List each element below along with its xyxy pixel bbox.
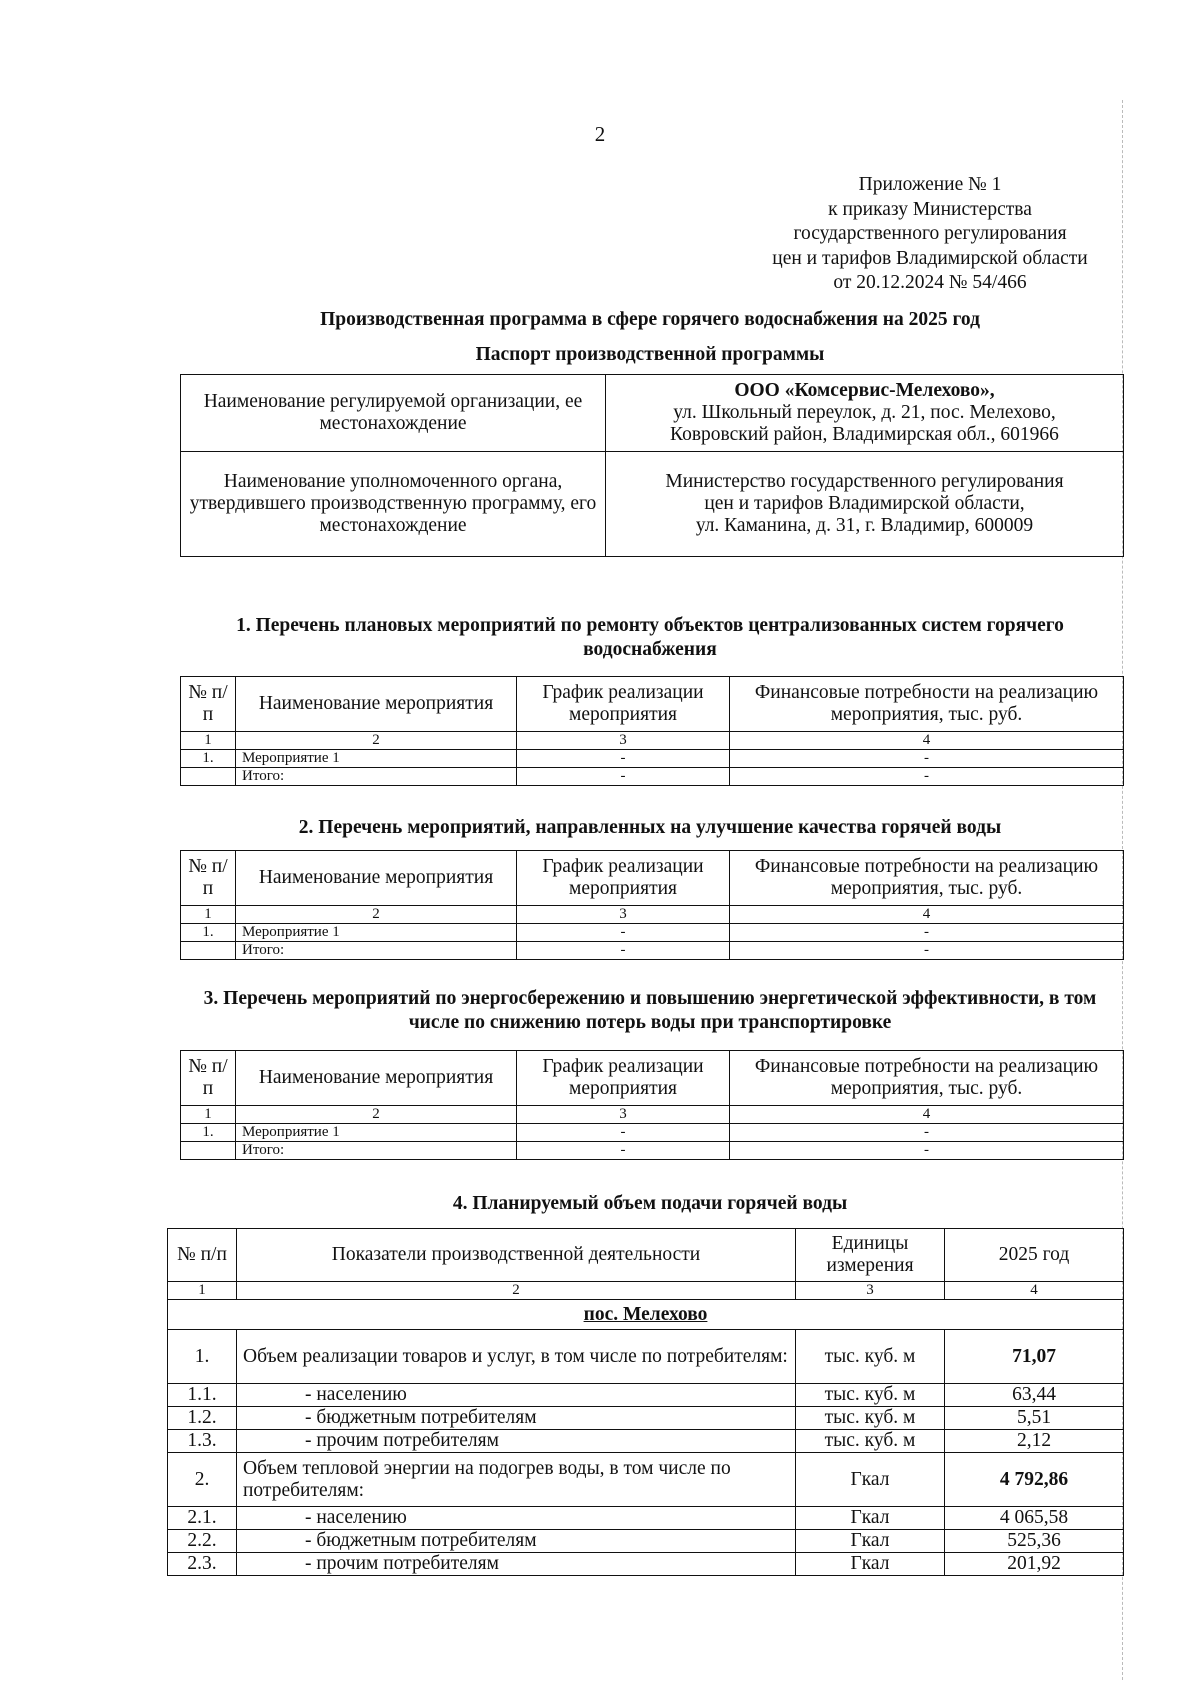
col-header-name: Наименование мероприятия — [236, 1051, 517, 1106]
column-number: 4 — [730, 906, 1124, 924]
row-num: 2.3. — [168, 1553, 237, 1576]
table-row — [168, 1229, 1124, 1282]
volume-table — [167, 1228, 1124, 1576]
passport-authority-line: ул. Каманина, д. 31, г. Владимир, 600009 — [695, 515, 1034, 536]
row-unit: тыс. куб. м — [796, 1330, 945, 1384]
table-row — [168, 1330, 1124, 1384]
column-number: 3 — [796, 1282, 945, 1300]
table-row — [168, 1407, 1124, 1430]
passport-authority-line: Министерство государственного регулирования — [665, 471, 1064, 492]
row-name: Итого: — [236, 1142, 517, 1160]
col-header-schedule: График реализации мероприятия — [517, 851, 730, 906]
section-1-table — [180, 676, 1124, 786]
col-header-num: № п/п — [181, 1051, 236, 1106]
row-num — [181, 942, 236, 960]
table-row — [168, 1430, 1124, 1453]
passport-org-name: ООО «Комсервис-Мелехово», — [734, 380, 995, 401]
row-indicator: - прочим потребителям — [237, 1430, 796, 1453]
passport-org-label: Наименование регулируемой организации, ее местонахождение — [181, 375, 606, 452]
column-number: 3 — [517, 1106, 730, 1124]
row-finance: - — [730, 942, 1124, 960]
column-number: 3 — [517, 732, 730, 750]
row-indicator: - населению — [237, 1384, 796, 1407]
row-unit: Гкал — [796, 1453, 945, 1507]
passport-org-cell — [606, 375, 1124, 452]
row-indicator: - прочим потребителям — [237, 1553, 796, 1576]
column-number: 1 — [168, 1282, 237, 1300]
table-row — [181, 1124, 1124, 1142]
row-value: 2,12 — [945, 1430, 1124, 1453]
col-header-finance: Финансовые потребности на реализацию мероприятия, тыс. руб. — [730, 851, 1124, 906]
col-header-year: 2025 год — [945, 1229, 1124, 1282]
document-title: Производственная программа в сфере горячего водоснабжения на 2025 год — [320, 309, 980, 330]
section-1-title: 1. Перечень плановых мероприятий по ремонту объектов централизованных систем горячего водоснабжения — [236, 615, 1064, 660]
column-number-row — [181, 732, 1124, 750]
row-unit: Гкал — [796, 1553, 945, 1576]
appendix-block — [730, 173, 1130, 296]
column-number: 4 — [945, 1282, 1124, 1300]
passport-org-address: Ковровский район, Владимирская обл., 601966 — [670, 424, 1059, 445]
row-indicator: - бюджетным потребителям — [237, 1530, 796, 1553]
row-name: Мероприятие 1 — [236, 750, 517, 768]
row-value: 71,07 — [945, 1330, 1124, 1384]
appendix-line: Приложение № 1 — [858, 174, 1002, 195]
row-indicator: Объем тепловой энергии на подогрев воды, в том числе по потребителям: — [237, 1453, 796, 1507]
row-schedule: - — [517, 768, 730, 786]
col-header-unit: Единицы измерения — [796, 1229, 945, 1282]
col-header-num: № п/п — [181, 851, 236, 906]
table-row — [168, 1553, 1124, 1576]
row-finance: - — [730, 1142, 1124, 1160]
column-number-row — [181, 906, 1124, 924]
column-number: 1 — [181, 732, 236, 750]
row-value: 201,92 — [945, 1553, 1124, 1576]
row-value: 4 065,58 — [945, 1507, 1124, 1530]
col-header-indicator: Показатели производственной деятельности — [237, 1229, 796, 1282]
table-row — [168, 1453, 1124, 1507]
table-row — [181, 677, 1124, 732]
section-4-title: 4. Планируемый объем подачи горячей воды — [452, 1193, 848, 1214]
row-unit: тыс. куб. м — [796, 1407, 945, 1430]
row-num: 2. — [168, 1453, 237, 1507]
row-num — [181, 768, 236, 786]
col-header-num: № п/п — [181, 677, 236, 732]
row-unit: тыс. куб. м — [796, 1384, 945, 1407]
row-num: 1. — [168, 1330, 237, 1384]
passport-authority-label: Наименование уполномоченного органа, утвердившего производственную программу, его местонахождение — [181, 452, 606, 557]
row-value: 63,44 — [945, 1384, 1124, 1407]
row-value: 525,36 — [945, 1530, 1124, 1553]
col-header-name: Наименование мероприятия — [236, 851, 517, 906]
row-indicator: - бюджетным потребителям — [237, 1407, 796, 1430]
col-header-finance: Финансовые потребности на реализацию мероприятия, тыс. руб. — [730, 1051, 1124, 1106]
section-2-table — [180, 850, 1124, 960]
table-row — [181, 924, 1124, 942]
row-num: 1.2. — [168, 1407, 237, 1430]
row-schedule: - — [517, 924, 730, 942]
row-schedule: - — [517, 1124, 730, 1142]
row-finance: - — [730, 750, 1124, 768]
passport-authority-cell — [606, 452, 1124, 557]
locality-label: пос. Мелехово — [168, 1300, 1124, 1330]
row-num: 1.1. — [168, 1384, 237, 1407]
row-name: Мероприятие 1 — [236, 924, 517, 942]
table-row — [181, 942, 1124, 960]
row-num: 2.1. — [168, 1507, 237, 1530]
row-unit: Гкал — [796, 1507, 945, 1530]
passport-org-address: ул. Школьный переулок, д. 21, пос. Мелехово, — [673, 402, 1056, 423]
column-number: 1 — [181, 906, 236, 924]
column-number: 1 — [181, 1106, 236, 1124]
row-num: 1. — [181, 750, 236, 768]
table-row — [168, 1507, 1124, 1530]
table-row — [181, 1142, 1124, 1160]
table-row — [181, 452, 1124, 557]
row-schedule: - — [517, 942, 730, 960]
row-indicator: - населению — [237, 1507, 796, 1530]
passport-table — [180, 374, 1124, 557]
row-unit: тыс. куб. м — [796, 1430, 945, 1453]
column-number: 2 — [236, 1106, 517, 1124]
row-num: 1. — [181, 1124, 236, 1142]
column-number-row — [181, 1106, 1124, 1124]
column-number: 4 — [730, 732, 1124, 750]
row-num — [181, 1142, 236, 1160]
row-finance: - — [730, 1124, 1124, 1142]
col-header-schedule: График реализации мероприятия — [517, 677, 730, 732]
row-finance: - — [730, 924, 1124, 942]
row-schedule: - — [517, 750, 730, 768]
column-number: 2 — [236, 732, 517, 750]
appendix-line: государственного регулирования — [793, 223, 1067, 244]
section-3-title: 3. Перечень мероприятий по энергосбережению и повышению энергетической эффективности, в том числе по снижению потерь воды при транспортировке — [203, 988, 1097, 1033]
column-number: 2 — [236, 906, 517, 924]
appendix-line: от 20.12.2024 № 54/466 — [833, 272, 1027, 293]
col-header-num: № п/п — [168, 1229, 237, 1282]
row-value: 5,51 — [945, 1407, 1124, 1430]
table-row — [168, 1530, 1124, 1553]
table-row — [181, 851, 1124, 906]
table-row — [181, 768, 1124, 786]
col-header-finance: Финансовые потребности на реализацию мероприятия, тыс. руб. — [730, 677, 1124, 732]
row-num: 2.2. — [168, 1530, 237, 1553]
column-number-row — [168, 1282, 1124, 1300]
row-unit: Гкал — [796, 1530, 945, 1553]
col-header-name: Наименование мероприятия — [236, 677, 517, 732]
table-row — [181, 1051, 1124, 1106]
section-2-title: 2. Перечень мероприятий, направленных на улучшение качества горячей воды — [298, 817, 1002, 838]
row-value: 4 792,86 — [945, 1453, 1124, 1507]
table-row — [181, 375, 1124, 452]
row-finance: - — [730, 768, 1124, 786]
section-3-table — [180, 1050, 1124, 1160]
passport-title: Паспорт производственной программы — [475, 344, 825, 365]
column-number: 2 — [237, 1282, 796, 1300]
page-number: 2 — [594, 122, 606, 146]
row-name: Мероприятие 1 — [236, 1124, 517, 1142]
row-num: 1.3. — [168, 1430, 237, 1453]
column-number: 4 — [730, 1106, 1124, 1124]
row-schedule: - — [517, 1142, 730, 1160]
passport-authority-line: цен и тарифов Владимирской области, — [704, 493, 1025, 514]
table-row — [181, 750, 1124, 768]
column-number: 3 — [517, 906, 730, 924]
appendix-line: к приказу Министерства — [828, 198, 1032, 220]
row-name: Итого: — [236, 768, 517, 786]
row-num: 1. — [181, 924, 236, 942]
row-name: Итого: — [236, 942, 517, 960]
row-indicator: Объем реализации товаров и услуг, в том числе по потребителям: — [237, 1330, 796, 1384]
appendix-line: цен и тарифов Владимирской области — [772, 247, 1088, 269]
col-header-schedule: График реализации мероприятия — [517, 1051, 730, 1106]
table-row — [168, 1384, 1124, 1407]
locality-row — [168, 1300, 1124, 1330]
